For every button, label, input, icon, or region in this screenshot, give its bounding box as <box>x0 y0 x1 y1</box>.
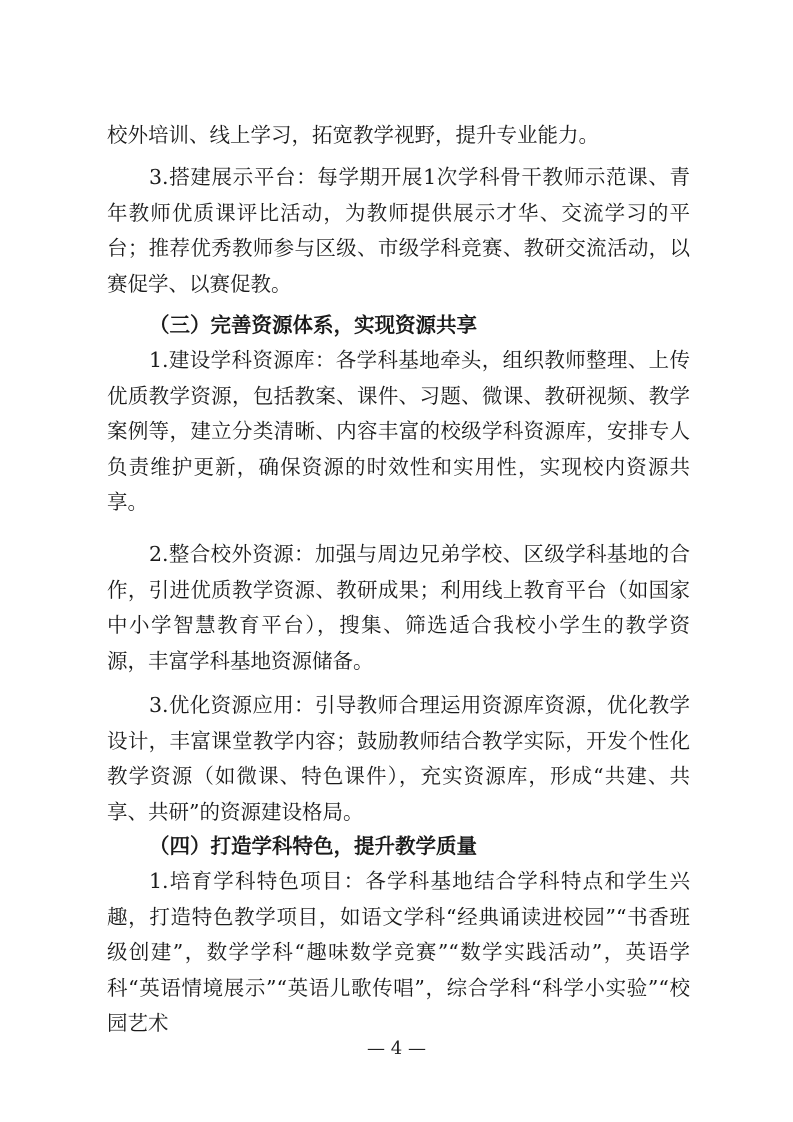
paragraph-external-resources: 2.整合校外资源：加强与周边兄弟学校、区级学科基地的合作，引进优质教学资源、教研成果；利用线上教育平台（如国家中小学智慧教育平台），搜集、筛选适合我校小学生的教学资源，丰富学科基地资源储备。 <box>107 542 690 673</box>
section-heading-4: （四）打造学科特色，提升教学质量 <box>149 834 477 858</box>
paragraph-showcase-platform: 3.搭建展示平台：每学期开展1次学科骨干教师示范课、青年教师优质课评比活动，为教师提供展示才华、交流学习的平台；推荐优秀教师参与区级、市级学科竞赛、教研交流活动，以赛促学、以赛促教。 <box>107 165 690 296</box>
paragraph-feature-projects: 1.培育学科特色项目：各学科基地结合学科特点和学生兴趣，打造特色教学项目，如语文学科“经典诵读进校园”“书香班级创建”，数学学科“趣味数学竞赛”“数学实践活动”，英语学科“英语情境展示”“英语儿歌传唱”，综合学科“科学小实验”“校园艺术 <box>107 869 690 1035</box>
section-heading-3: （三）完善资源体系，实现资源共享 <box>149 313 477 337</box>
paragraph-resource-library: 1.建设学科资源库：各学科基地牵头，组织教师整理、上传优质教学资源，包括教案、课件、习题、微课、教研视频、教学案例等，建立分类清晰、内容丰富的校级学科资源库，安排专人负责维护更新，确保资源的时效性和实用性，实现校内资源共享。 <box>107 348 690 514</box>
page-number: — 4 — <box>367 1038 426 1059</box>
paragraph-resource-application: 3.优化资源应用：引导教师合理运用资源库资源，优化教学设计，丰富课堂教学内容；鼓励教师结合教学实际，开发个性化教学资源（如微课、特色课件），充实资源库，形成“共建、共享、共研”的资源建设格局。 <box>107 693 690 824</box>
paragraph-continuation: 校外培训、线上学习，拓宽教学视野，提升专业能力。 <box>107 123 599 147</box>
